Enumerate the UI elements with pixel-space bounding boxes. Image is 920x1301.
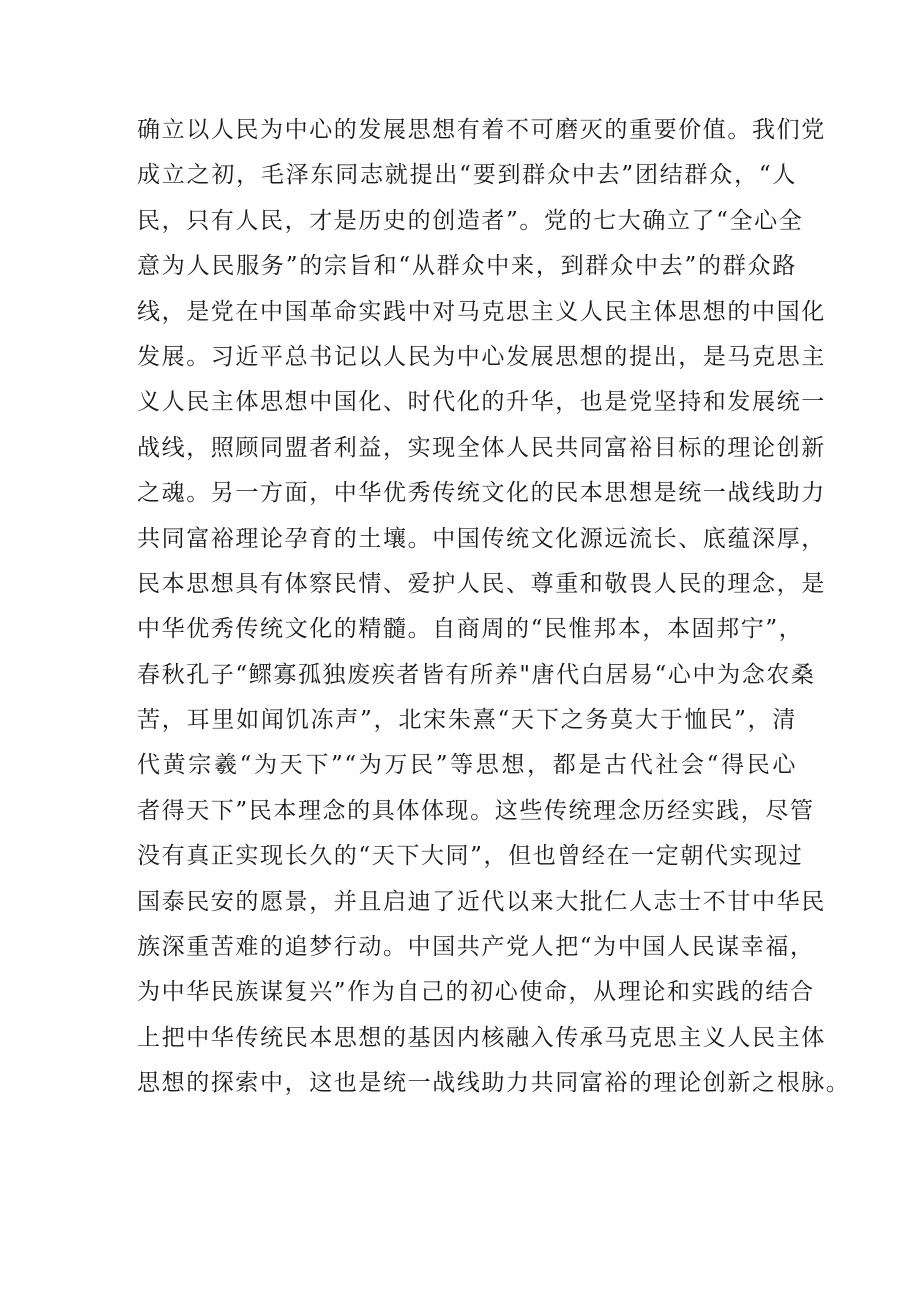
text-line: 者得天下”民本理念的具体体现。这些传统理念历经实践，尽管 (137, 797, 815, 824)
text-line: 义人民主体思想中国化、时代化的升华，也是党坚持和发展统一 (137, 389, 826, 416)
text-line: 族深重苦难的追梦行动。中国共产党人把“为中国人民谋幸福， (137, 934, 815, 961)
text-line: 国泰民安的愿景，并且启迪了近代以来大批仁人志士不甘中华民 (137, 888, 826, 915)
text-line: 民，只有人民，才是历史的创造者”。党的七大确立了“全心全 (137, 207, 804, 234)
text-line: 意为人民服务”的宗旨和“从群众中来，到群众中去”的群众路 (137, 253, 797, 280)
text-line: 没有真正实现长久的“天下大同”，但也曾经在一定朝代实现过 (137, 843, 804, 870)
text-line: 上把中华传统民本思想的基因内核融入传承马克思主义人民主体 (137, 1024, 826, 1051)
text-line: 共同富裕理论孕育的土壤。中国传统文化源远流长、底蕴深厚， (137, 525, 826, 552)
text-line: 苦，耳里如闻饥冻声”，北宋朱熹“天下之务莫大于恤民”，清 (137, 707, 797, 734)
text-line: 思想的探索中，这也是统一战线助力共同富裕的理论创新之根脉。 (137, 1070, 851, 1097)
text-line: 确立以人民为中心的发展思想有着不可磨灭的重要价值。我们党 (137, 117, 826, 143)
text-line: 之魂。另一方面，中华优秀传统文化的民本思想是统一战线助力 (137, 480, 826, 507)
body-paragraph (137, 108, 851, 1107)
text-line: 春秋孔子“鳏寡孤独废疾者皆有所养"唐代白居易“心中为念农桑 (137, 661, 816, 688)
text-line: 线，是党在中国革命实践中对马克思主义人民主体思想的中国化 (137, 298, 826, 325)
text-line: 发展。习近平总书记以人民为中心发展思想的提出，是马克思主 (137, 343, 826, 370)
text-line: 代黄宗羲“为天下”“为万民”等思想，都是古代社会“得民心 (137, 752, 797, 779)
text-line: 成立之初，毛泽东同志就提出“要到群众中去”团结群众，“人 (137, 162, 797, 189)
text-line: 战线，照顾同盟者利益，实现全体人民共同富裕目标的理论创新 (137, 434, 826, 461)
text-line: 为中华民族谋复兴”作为自己的初心使命，从理论和实践的结合 (137, 979, 815, 1006)
text-line: 中华优秀传统文化的精髓。自商周的“民惟邦本，本固邦宁”， (137, 616, 804, 643)
text-line: 民本思想具有体察民情、爱护人民、尊重和敬畏人民的理念，是 (137, 570, 826, 597)
